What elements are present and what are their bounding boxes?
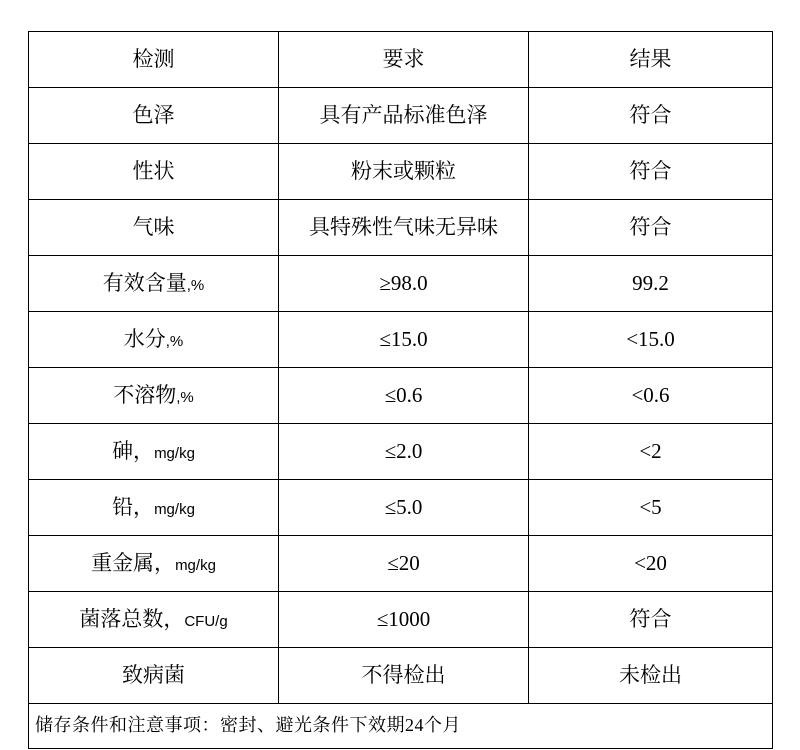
- cell-result: 符合: [529, 200, 773, 256]
- column-header-item: [29, 32, 279, 88]
- table-row: [29, 424, 773, 480]
- table-row: [29, 200, 773, 256]
- cell-result: 符合: [529, 88, 773, 144]
- cell-result: 符合: [529, 144, 773, 200]
- cell-result: 未检出: [529, 648, 773, 704]
- cell-result: 符合: [529, 592, 773, 648]
- cell-result: <5: [529, 480, 773, 536]
- cell-item: 不溶物,%: [29, 368, 279, 424]
- cell-requirement: 不得检出: [279, 648, 529, 704]
- cell-requirement: ≤20: [279, 536, 529, 592]
- table-row: [29, 648, 773, 704]
- cell-item: 水分,%: [29, 312, 279, 368]
- table-row: [29, 256, 773, 312]
- storage-note-cell: [29, 704, 773, 749]
- table-row: [29, 592, 773, 648]
- cell-result: <15.0: [529, 312, 773, 368]
- cell-result: 99.2: [529, 256, 773, 312]
- cell-item-unit: CFU/g: [184, 612, 228, 630]
- table-row: [29, 144, 773, 200]
- cell-requirement: ≤15.0: [279, 312, 529, 368]
- header-text: 要求: [382, 46, 425, 71]
- cell-item-unit: mg/kg: [175, 556, 216, 574]
- cell-item: 菌落总数，CFU/g: [29, 592, 279, 648]
- cell-requirement: ≥98.0: [279, 256, 529, 312]
- cell-result: <20: [529, 536, 773, 592]
- cell-item: 砷，mg/kg: [29, 424, 279, 480]
- cell-item: 重金属，mg/kg: [29, 536, 279, 592]
- cell-requirement: ≤2.0: [279, 424, 529, 480]
- column-header-requirement: [279, 32, 529, 88]
- cell-result: <0.6: [529, 368, 773, 424]
- cell-item: 气味: [29, 200, 279, 256]
- cell-item: 色泽: [29, 88, 279, 144]
- specification-table: [28, 31, 773, 749]
- table-row: [29, 88, 773, 144]
- table-row: [29, 480, 773, 536]
- cell-item: 有效含量,%: [29, 256, 279, 312]
- column-header-result: [529, 32, 773, 88]
- cell-item-unit: ,%: [165, 332, 184, 350]
- table-header-row: [29, 32, 773, 88]
- cell-result: <2: [529, 424, 773, 480]
- storage-note-text: 储存条件和注意事项：密封、避光条件下效期24个月: [35, 715, 461, 736]
- cell-requirement: ≤1000: [279, 592, 529, 648]
- table-row: [29, 312, 773, 368]
- cell-item: 铅，mg/kg: [29, 480, 279, 536]
- cell-item-unit: mg/kg: [154, 444, 195, 462]
- table-note-row: [29, 704, 773, 749]
- cell-requirement: 具有产品标准色泽: [279, 88, 529, 144]
- cell-item: 致病菌: [29, 648, 279, 704]
- cell-requirement: 粉末或颗粒: [279, 144, 529, 200]
- cell-requirement: ≤0.6: [279, 368, 529, 424]
- cell-item-unit: ,%: [176, 388, 194, 406]
- cell-item-unit: mg/kg: [154, 500, 195, 518]
- header-text: 检测: [132, 46, 175, 71]
- cell-item: 性状: [29, 144, 279, 200]
- header-text: 结果: [629, 46, 672, 71]
- cell-item-unit: ,%: [186, 276, 205, 294]
- table-row: [29, 536, 773, 592]
- cell-requirement: 具特殊性气味无异味: [279, 200, 529, 256]
- cell-requirement: ≤5.0: [279, 480, 529, 536]
- table-row: [29, 368, 773, 424]
